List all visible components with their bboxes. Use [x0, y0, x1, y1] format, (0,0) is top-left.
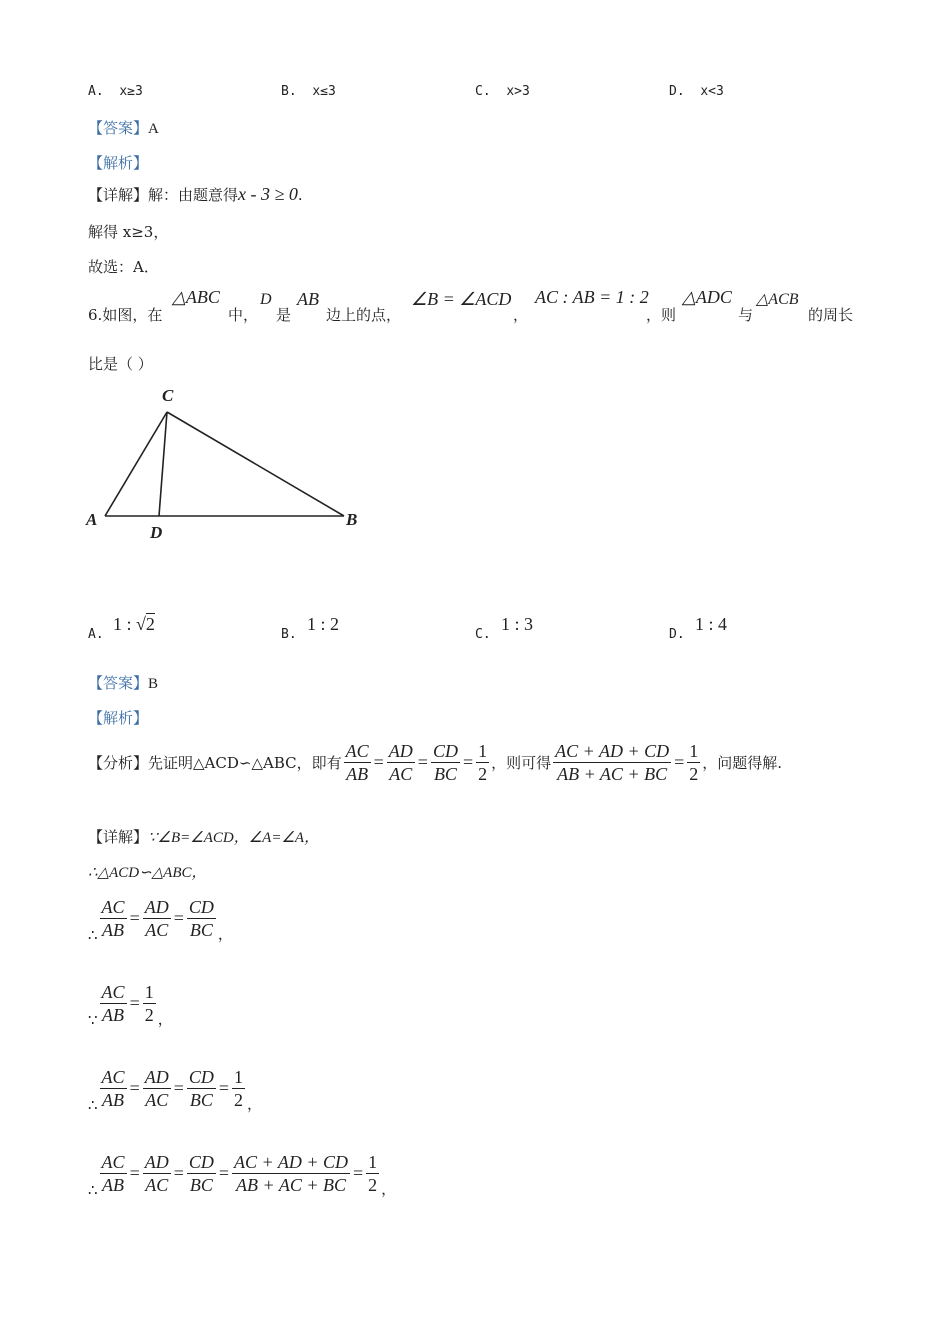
equals: = — [218, 1077, 230, 1098]
fraction: $\frac{AC}{AB}$ — [101, 1151, 125, 1195]
q5-answer — [88, 117, 159, 138]
fraction: $\frac{AD}{AC}$ — [144, 1151, 169, 1195]
equals: = — [129, 1162, 140, 1183]
side-ca — [105, 412, 167, 516]
equals: = — [129, 1077, 140, 1098]
option-text: x≥3 — [119, 84, 143, 99]
step-all-half — [88, 1062, 262, 1114]
equals: = — [353, 1162, 364, 1183]
label-b: B — [346, 510, 358, 529]
q6-fenxi — [88, 737, 782, 787]
label-a: A — [86, 510, 98, 529]
detail-tag: 【详解】 — [88, 186, 149, 204]
detail-tag: 【详解】 — [88, 828, 149, 846]
stem-text: ，则 — [646, 306, 677, 324]
q6-option-d: 1 : 4 — [695, 614, 728, 634]
fraction: $\frac{CD}{BC}$ — [188, 1066, 214, 1110]
fraction: $\frac{CD}{BC}$ — [188, 1151, 214, 1195]
equals: = — [173, 1077, 184, 1098]
detail-end: . — [297, 186, 303, 204]
therefore-symbol: ∴ — [88, 1096, 98, 1114]
sqrt-icon: √ — [136, 614, 146, 634]
equals: = — [173, 907, 184, 928]
fraction: $\frac{CD}{BC}$ — [188, 896, 214, 940]
q6-analysis-tag: 【解析】 — [88, 709, 149, 727]
fraction: $\frac{1}{2}$ — [144, 981, 154, 1025]
option-text: 1 : — [113, 614, 137, 634]
fraction: $\frac{AD}{AC}$ — [144, 1066, 169, 1110]
option-text: x≤3 — [312, 84, 336, 99]
option-letter: B. — [281, 84, 297, 99]
fraction: $\frac{CD}{BC}$ — [432, 740, 458, 784]
fraction: $\frac{1}{2}$ — [478, 740, 488, 784]
fraction: $\frac{AC}{AB}$ — [345, 740, 369, 784]
option-letter: A. — [88, 84, 104, 99]
q5-option-c — [475, 84, 530, 99]
question-number: 6. — [88, 306, 103, 324]
stem-text: 与 — [738, 306, 754, 324]
step-given-ratio — [88, 977, 173, 1029]
comma: ， — [157, 1010, 173, 1028]
label-d: D — [150, 523, 163, 542]
option-text: x<3 — [700, 84, 724, 99]
q6-option-c-letter: C. — [475, 627, 491, 642]
step-ratios — [88, 892, 233, 944]
fraction: $\frac{AD}{AC}$ — [388, 740, 413, 784]
q5-solve-line: 解得 x≥3， — [88, 223, 169, 241]
fenxi-tag: 【分析】 — [88, 753, 149, 772]
stem-text: 是 — [276, 306, 292, 324]
radicand: 2 — [145, 614, 155, 634]
q6-option-b-letter: B. — [281, 627, 297, 642]
q6-answer — [88, 672, 158, 693]
equals: = — [129, 907, 140, 928]
therefore-symbol: ∴ — [88, 1181, 98, 1199]
q6-option-d-letter: D. — [669, 627, 685, 642]
q5-option-b — [281, 84, 336, 99]
detail-prefix: 解：由题意得 — [148, 186, 239, 204]
math-acb: △ACB — [756, 291, 799, 308]
math-angle: ∠B = ∠ACD — [411, 289, 512, 309]
stem-line2: 比是（ ） — [88, 355, 153, 373]
option-letter: C. — [475, 84, 491, 99]
q5-detail — [88, 184, 303, 205]
answer-value: A — [148, 121, 159, 137]
q5-option-a — [88, 84, 143, 99]
fraction: $\frac{1}{2}$ — [234, 1066, 244, 1110]
fraction: $\frac{AC + AD + CD}{AB + AC + BC}$ — [234, 1151, 349, 1195]
math-ratio: AC : AB = 1 : 2 — [535, 287, 649, 307]
segment-cd — [159, 412, 167, 516]
fraction: $\frac{AC}{AB}$ — [101, 981, 125, 1025]
step-perimeter-ratio — [88, 1147, 396, 1199]
fenxi-text: ，则可得 — [491, 753, 552, 772]
fraction: $\frac{1}{2}$ — [368, 1151, 378, 1195]
fraction: $\frac{AC}{AB}$ — [101, 1066, 125, 1110]
math-ab: AB — [297, 289, 319, 309]
fraction: $\frac{AC + AD + CD}{AB + AC + BC}$ — [555, 740, 670, 784]
fraction: $\frac{1}{2}$ — [689, 740, 699, 784]
q6-option-c: 1 : 3 — [501, 614, 534, 634]
comma: ， — [381, 1180, 397, 1198]
q6-option-a-letter: A. — [88, 627, 104, 642]
comma: ， — [247, 1095, 263, 1113]
answer-value: B — [148, 676, 159, 692]
math-adc: △ADC — [682, 287, 732, 307]
equals: = — [462, 751, 474, 772]
q6-option-b: 1 : 2 — [307, 614, 340, 634]
fraction: $\frac{AD}{AC}$ — [144, 896, 169, 940]
similar-line: ∴△ACD∽△ABC， — [88, 865, 207, 881]
fenxi-text: ，问题得解. — [702, 753, 783, 772]
answer-tag: 【答案】 — [88, 674, 149, 692]
stem-text: 如图，在 — [102, 306, 163, 324]
q5-choose-line: 故选：A． — [88, 258, 159, 276]
because-symbol: ∵ — [88, 1011, 98, 1029]
stem-text: 边上的点， — [326, 306, 402, 324]
equals: = — [173, 1162, 184, 1183]
option-letter: D. — [669, 84, 685, 99]
equals: = — [129, 992, 140, 1013]
side-cb — [167, 412, 344, 516]
q6-detail — [88, 826, 319, 847]
comma: ， — [217, 925, 233, 943]
q6-number-prefix — [88, 304, 162, 325]
stem-text: ， — [513, 306, 529, 324]
math-d: D — [260, 291, 272, 308]
stem-text: 中， — [228, 306, 259, 324]
equals: = — [674, 751, 685, 772]
equals: = — [417, 751, 428, 772]
q6-option-a — [113, 614, 155, 635]
stem-text: 的周长 — [808, 306, 854, 324]
equals: = — [373, 751, 384, 772]
fenxi-text: 先证明△ACD∽△ABC，即有 — [148, 753, 342, 772]
detail-math: x - 3 ≥ 0 — [238, 184, 298, 204]
label-c: C — [162, 386, 174, 405]
triangle-figure — [80, 380, 380, 550]
q5-analysis-tag: 【解析】 — [88, 154, 149, 172]
therefore-symbol: ∴ — [88, 926, 98, 944]
option-text: x>3 — [506, 84, 530, 99]
math-abc: △ABC — [172, 287, 220, 307]
q5-option-d — [669, 84, 724, 99]
equals: = — [218, 1162, 230, 1183]
detail-text: ∵∠B=∠ACD，∠A=∠A， — [148, 830, 320, 846]
fraction: $\frac{AC}{AB}$ — [101, 896, 125, 940]
answer-tag: 【答案】 — [88, 119, 149, 137]
